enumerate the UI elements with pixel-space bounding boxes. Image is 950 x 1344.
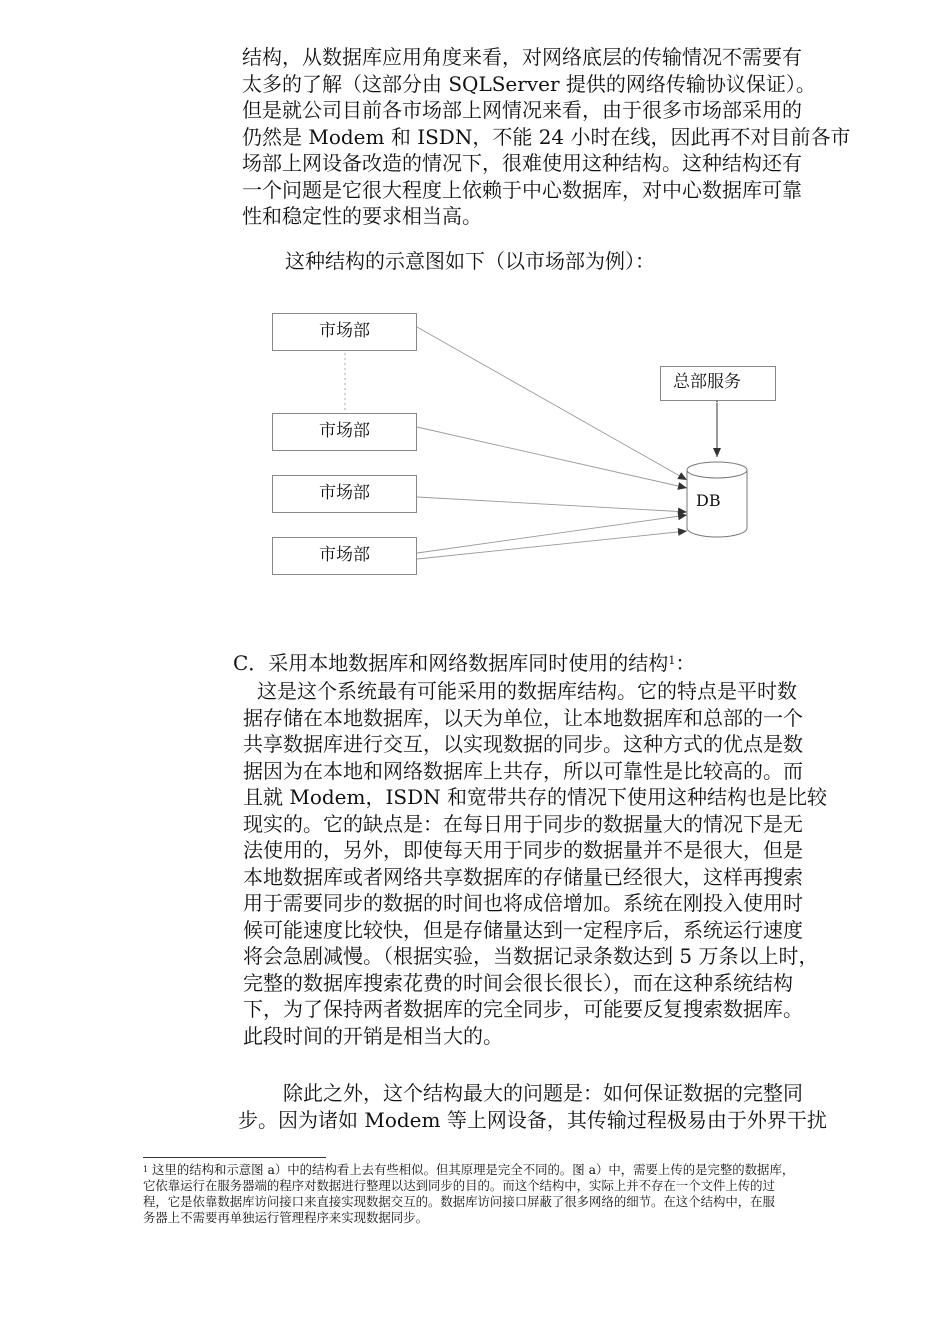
hq-server-box: 总部服务 bbox=[660, 366, 776, 401]
text-line: 性和稳定性的要求相当高。 bbox=[242, 204, 482, 228]
text-line: 将会急剧减慢。（根据实验，当数据记录条数达到 5 万条以上时， bbox=[243, 944, 819, 968]
text-line: 步。因为诸如 Modem 等上网设备，其传输过程极易由于外界干扰 bbox=[238, 1107, 827, 1132]
footnote-line: 程，它是依靠数据库访问接口来直接实现数据交互的。数据库访问接口屏蔽了很多网络的细节。在这个结构中，在服 bbox=[143, 1194, 775, 1209]
market-box: 市场部 bbox=[272, 313, 417, 351]
market-box: 市场部 bbox=[272, 537, 417, 575]
paragraph-top bbox=[242, 44, 851, 230]
market-box: 市场部 bbox=[272, 413, 417, 451]
text-line: 这是这个系统最有可能采用的数据库结构。它的特点是平时数 bbox=[257, 679, 797, 703]
footnote-ref[interactable]: 1 bbox=[668, 654, 676, 667]
footnote-text: 这里的结构和示意图 a）中的结构看上去有些相似。但其原理是完全不同的。图 a）中，需要上传的是完整的数据库， bbox=[152, 1162, 795, 1177]
db-label: DB bbox=[696, 491, 721, 510]
text-line: 太多的了解（这部分由 SQLServer 提供的网络传输协议保证）。 bbox=[242, 71, 816, 96]
footnote-marker: 1 bbox=[143, 1165, 149, 1174]
text-line: 据存储在本地数据库，以天为单位，让本地数据库和总部的一个 bbox=[243, 705, 803, 730]
diagram-intro: 这种结构的示意图如下（以市场部为例）： bbox=[285, 249, 655, 273]
text-line: 现实的。它的缺点是：在每日用于同步的数据量大的情况下是无 bbox=[243, 811, 803, 836]
footnote-line: 务器上不需要再单独运行管理程序来实现数据同步。 bbox=[143, 1210, 428, 1225]
text-line: 结构，从数据库应用角度来看，对网络底层的传输情况不需要有 bbox=[242, 45, 802, 69]
text-line: 场部上网设备改造的情况下，很难使用这种结构。这种结构还有 bbox=[242, 151, 802, 175]
link-market-3-db bbox=[417, 497, 687, 512]
text-line: 据因为在本地和网络数据库上共存，所以可靠性是比较高的。而 bbox=[243, 758, 803, 783]
link-market-4-db bbox=[417, 515, 687, 553]
market-box: 市场部 bbox=[272, 475, 417, 513]
text-line: 但是就公司目前各市场部上网情况来看，由于很多市场部采用的 bbox=[242, 98, 802, 122]
footnote-line bbox=[143, 1162, 883, 1178]
text-line: 且就 Modem，ISDN 和宽带共存的情况下使用这种结构也是比较 bbox=[243, 785, 827, 809]
section-c-paragraph-2 bbox=[238, 1080, 827, 1133]
heading-suffix: ： bbox=[675, 651, 696, 675]
text-line: 仍然是 Modem 和 ISDN，不能 24 小时在线，因此再不对目前各市 bbox=[242, 124, 851, 149]
footnote bbox=[143, 1162, 883, 1226]
link-market-4-db-2 bbox=[417, 531, 687, 559]
text-line: 共享数据库进行交互，以实现数据的同步。这种方式的优点是数 bbox=[243, 732, 803, 756]
text-line: 法使用的，另外，即使每天用于同步的数据量并不是很大，但是 bbox=[243, 838, 803, 862]
architecture-diagram bbox=[255, 300, 775, 600]
text-line: 一个问题是它很大程度上依赖于中心数据库，对中心数据库可靠 bbox=[242, 177, 802, 202]
text-line: 此段时间的开销是相当大的。 bbox=[243, 1023, 503, 1048]
text-line: 下，为了保持两者数据库的完全同步，可能要反复搜索数据库。 bbox=[243, 997, 803, 1021]
footnote-separator bbox=[143, 1157, 326, 1158]
text-line: 用于需要同步的数据的时间也将成倍增加。系统在刚投入使用时 bbox=[243, 891, 803, 915]
text-line: 本地数据库或者网络共享数据库的存储量已经很大，这样再搜索 bbox=[243, 864, 803, 889]
text-line: 完整的数据库搜索花费的时间会很长很长），而在这种系统结构 bbox=[243, 970, 793, 995]
section-c-heading bbox=[233, 650, 695, 677]
text-line: 除此之外，这个结构最大的问题是：如何保证数据的完整同 bbox=[283, 1081, 803, 1105]
text-line: 候可能速度比较快，但是存储量达到一定程序后，系统运行速度 bbox=[243, 917, 803, 942]
section-c-paragraph-1 bbox=[243, 678, 827, 1049]
footnote-line: 它依靠运行在服务器端的程序对数据进行整理以达到同步的目的。而这个结构中，实际上并不存在一个文件上传的过 bbox=[143, 1178, 775, 1193]
heading-text: C．采用本地数据库和网络数据库同时使用的结构 bbox=[233, 651, 669, 675]
